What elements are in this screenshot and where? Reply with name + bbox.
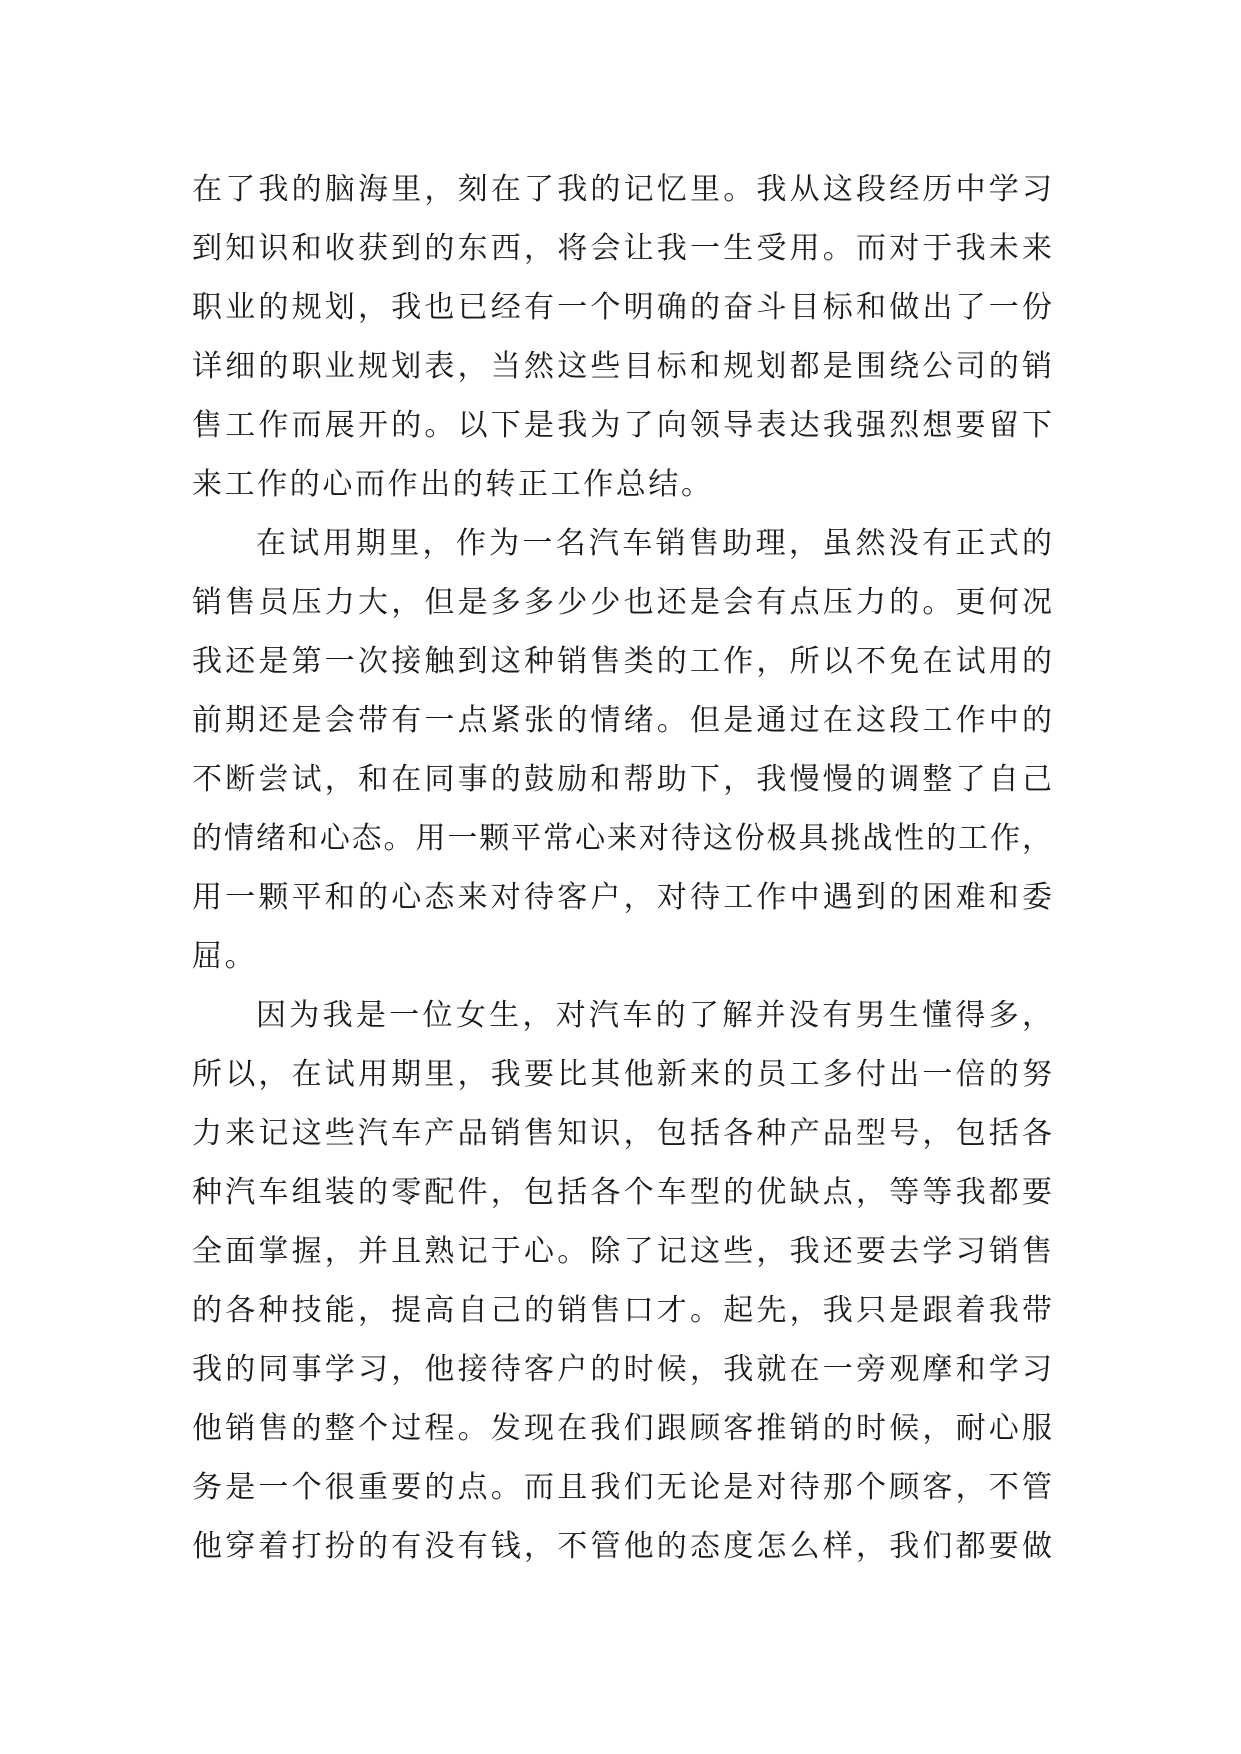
document-body — [192, 160, 1052, 1576]
text-line: 详细的职业规划表，当然这些目标和规划都是围绕公司的销 — [192, 349, 1052, 384]
text-line: 用一颗平和的心态来对待客户，对待工作中遇到的困难和委 — [192, 880, 1052, 915]
text-line: 我还是第一次接触到这种销售类的工作，所以不免在试用的 — [192, 644, 1052, 679]
text-line: 他销售的整个过程。发现在我们跟顾客推销的时候，耐心服 — [192, 1411, 1052, 1446]
text-line: 不断尝试，和在同事的鼓励和帮助下，我慢慢的调整了自己 — [192, 762, 1052, 797]
text-line: 全面掌握，并且熟记于心。除了记这些，我还要去学习销售 — [192, 1234, 1052, 1269]
text-line: 屈。 — [192, 939, 258, 974]
text-line: 我的同事学习，他接待客户的时候，我就在一旁观摩和学习 — [192, 1352, 1052, 1387]
paragraph-first-line: 在试用期里，作为一名汽车销售助理，虽然没有正式的 — [256, 526, 1052, 561]
paragraph-first-line: 因为我是一位女生，对汽车的了解并没有男生懂得多， — [256, 998, 1052, 1033]
text-line: 他穿着打扮的有没有钱，不管他的态度怎么样，我们都要做 — [192, 1529, 1052, 1564]
text-line: 销售员压力大，但是多多少少也还是会有点压力的。更何况 — [192, 585, 1052, 620]
text-line: 到知识和收获到的东西，将会让我一生受用。而对于我未来 — [192, 231, 1052, 266]
text-line: 职业的规划，我也已经有一个明确的奋斗目标和做出了一份 — [192, 290, 1052, 325]
text-line: 前期还是会带有一点紧张的情绪。但是通过在这段工作中的 — [192, 703, 1052, 738]
text-line: 的各种技能，提高自己的销售口才。起先，我只是跟着我带 — [192, 1293, 1052, 1328]
text-line: 力来记这些汽车产品销售知识，包括各种产品型号，包括各 — [192, 1116, 1052, 1151]
text-line: 售工作而展开的。以下是我为了向领导表达我强烈想要留下 — [192, 408, 1052, 443]
text-line: 种汽车组装的零配件，包括各个车型的优缺点，等等我都要 — [192, 1175, 1052, 1210]
text-line: 务是一个很重要的点。而且我们无论是对待那个顾客，不管 — [192, 1470, 1052, 1505]
text-line: 在了我的脑海里，刻在了我的记忆里。我从这段经历中学习 — [192, 172, 1052, 207]
text-line: 来工作的心而作出的转正工作总结。 — [192, 467, 714, 502]
text-line: 的情绪和心态。用一颗平常心来对待这份极具挑战性的工作， — [192, 821, 1052, 856]
text-line: 所以，在试用期里，我要比其他新来的员工多付出一倍的努 — [192, 1057, 1052, 1092]
